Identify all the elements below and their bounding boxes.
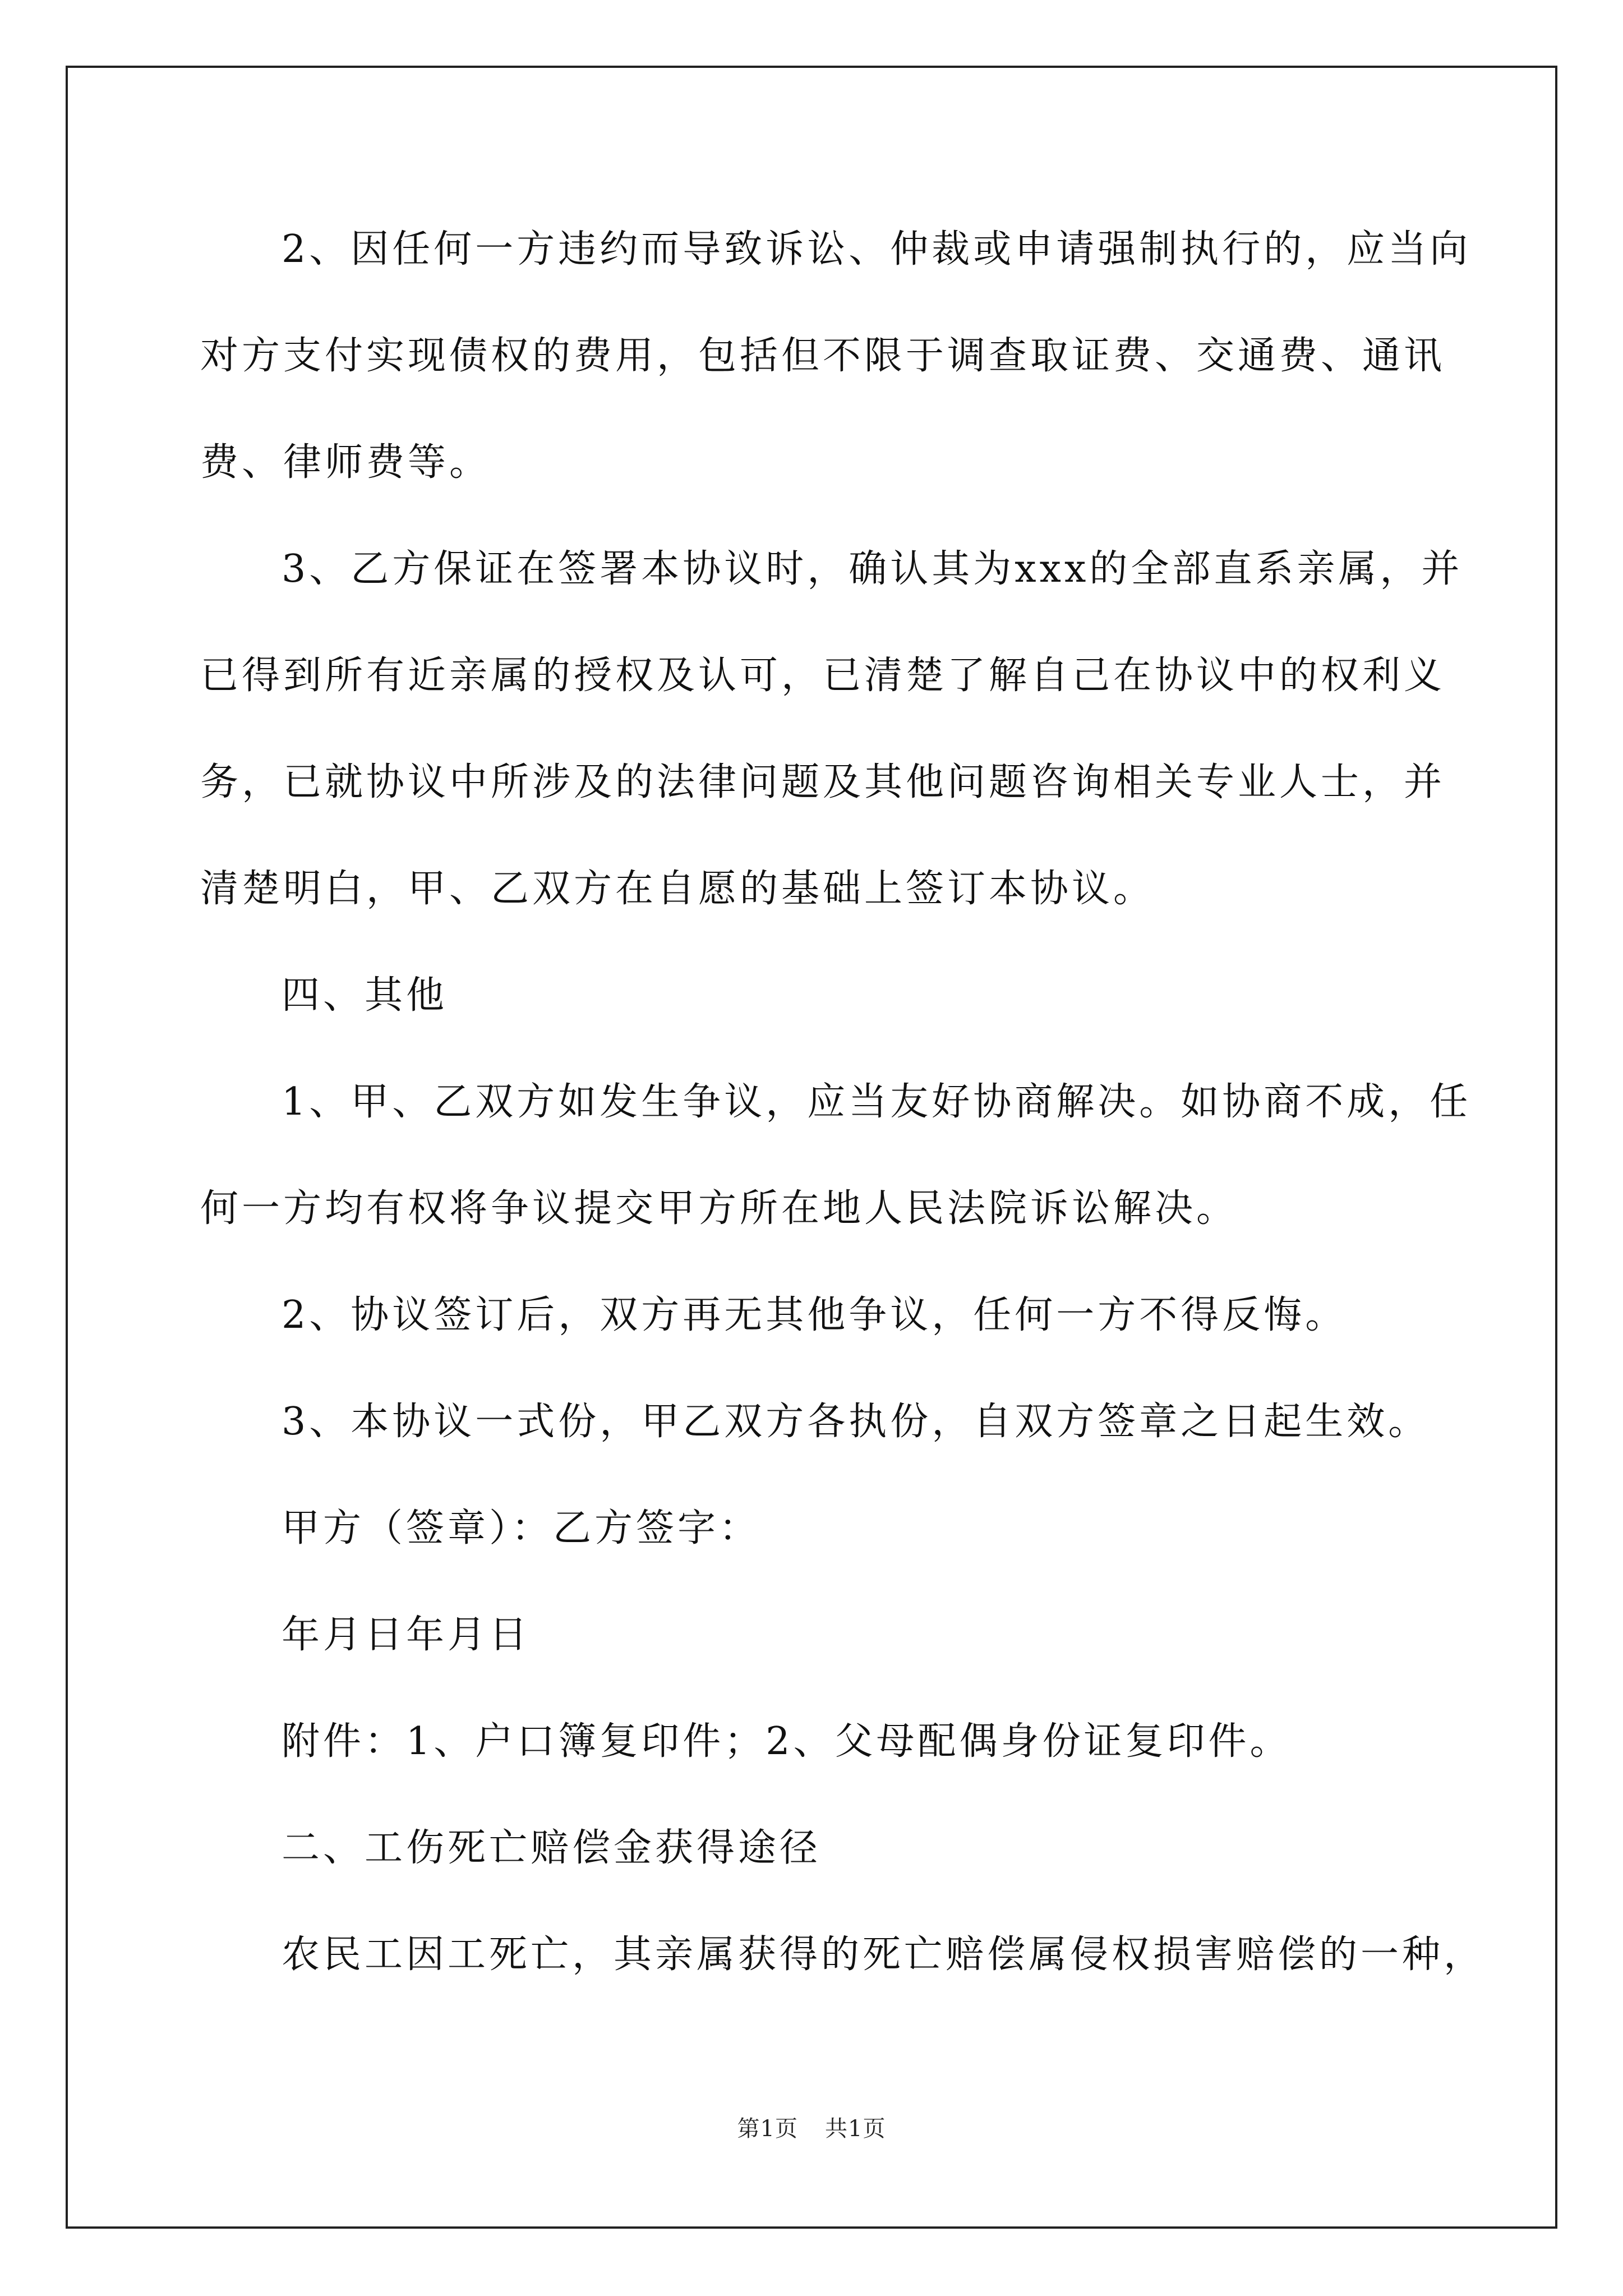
section-heading-other: 四、其他	[282, 973, 448, 1018]
text-line-2: 对方支付实现债权的费用，包括但不限于调查取证费、交通费、通讯	[200, 334, 1446, 378]
text-line-7: 清楚明白，甲、乙双方在自愿的基础上签订本协议。	[200, 867, 1155, 911]
text-line-4: 3、乙方保证在签署本协议时，确认其为xxx的全部直系亲属，并	[282, 547, 1463, 591]
page-number-total: 共1页	[825, 2116, 886, 2142]
signature-line: 甲方（签章）：乙方签字：	[282, 1506, 761, 1550]
page-number-current: 第1页	[737, 2116, 798, 2142]
text-line-10: 何一方均有权将争议提交甲方所在地人民法院诉讼解决。	[200, 1186, 1238, 1231]
text-line-9: 1、甲、乙双方如发生争议，应当友好协商解决。如协商不成，任	[282, 1080, 1472, 1124]
attachments-line: 附件：1、户口簿复印件；2、父母配偶身份证复印件。	[282, 1719, 1292, 1764]
text-line-17: 农民工因工死亡，其亲属获得的死亡赔偿属侵权损害赔偿的一种，	[282, 1932, 1486, 1977]
text-line-5: 已得到所有近亲属的授权及认可，已清楚了解自己在协议中的权利义	[200, 654, 1446, 698]
text-line-11: 2、协议签订后，双方再无其他争议，任何一方不得反悔。	[282, 1293, 1347, 1337]
document-body	[200, 196, 1486, 2008]
text-line-12: 3、本协议一式份，甲乙双方各执份，自双方签章之日起生效。	[282, 1400, 1430, 1444]
date-line: 年月日年月日	[282, 1613, 531, 1657]
text-line-6: 务，已就协议中所涉及的法律问题及其他问题咨询相关专业人士，并	[200, 760, 1446, 804]
section-heading-compensation: 二、工伤死亡赔偿金获得途径	[282, 1826, 822, 1870]
page-footer	[0, 2111, 1623, 2143]
text-line-1: 2、因任何一方违约而导致诉讼、仲裁或申请强制执行的，应当向	[282, 227, 1472, 272]
text-line-3: 费、律师费等。	[200, 440, 491, 485]
